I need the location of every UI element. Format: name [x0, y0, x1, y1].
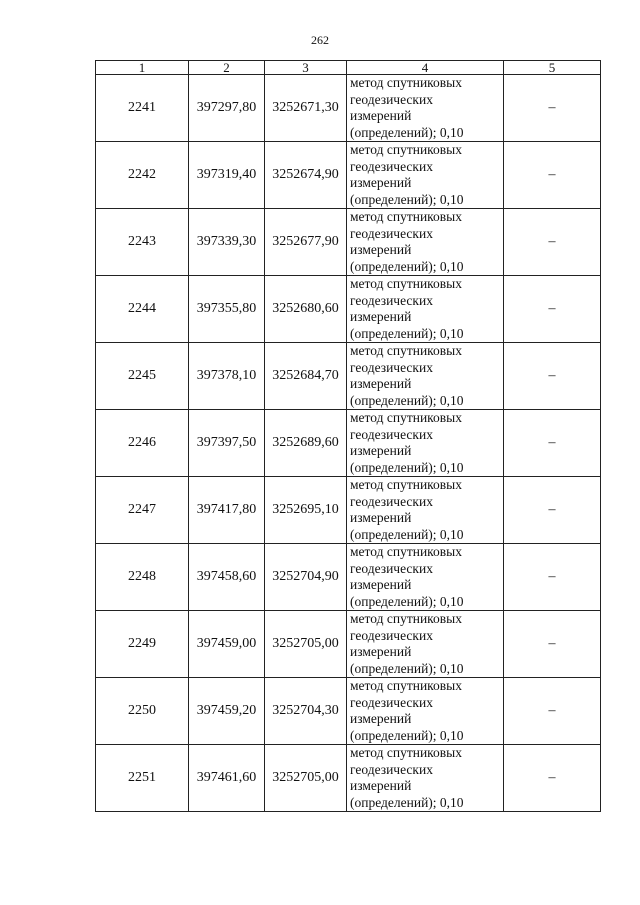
- method-text-line: геодезических: [350, 91, 433, 107]
- column-header-1: 1: [96, 61, 189, 75]
- point-number-cell: 2247: [96, 477, 189, 544]
- x-coordinate-cell: 397319,40: [189, 142, 265, 209]
- method-cell: [347, 477, 504, 544]
- method-text-line: измерений: [350, 711, 412, 726]
- method-text-line: измерений: [350, 376, 412, 391]
- method-text-line: геодезических: [350, 560, 433, 576]
- x-coordinate-cell: 397378,10: [189, 343, 265, 410]
- method-cell: [347, 209, 504, 276]
- table-body: [96, 75, 601, 812]
- x-coordinate-cell: 397459,20: [189, 678, 265, 745]
- method-cell: [347, 544, 504, 611]
- note-cell: –: [504, 75, 601, 142]
- table-row: [96, 209, 601, 276]
- column-header-2: 2: [189, 61, 265, 75]
- y-coordinate-cell: 3252695,10: [265, 477, 347, 544]
- y-coordinate-cell: 3252674,90: [265, 142, 347, 209]
- method-text-line: геодезических: [350, 493, 433, 509]
- table-row: [96, 343, 601, 410]
- method-text-line: измерений: [350, 175, 412, 190]
- point-number-cell: 2250: [96, 678, 189, 745]
- method-cell: [347, 678, 504, 745]
- method-text-line: (определений); 0,10: [350, 124, 464, 140]
- method-text-line: (определений); 0,10: [350, 727, 464, 743]
- point-number-cell: 2244: [96, 276, 189, 343]
- point-number-cell: 2251: [96, 745, 189, 812]
- table-row: [96, 410, 601, 477]
- table-header-row: [96, 61, 601, 75]
- method-text-line: (определений); 0,10: [350, 794, 464, 810]
- method-text-line: метод спутниковых: [350, 611, 462, 626]
- point-number-cell: 2243: [96, 209, 189, 276]
- x-coordinate-cell: 397461,60: [189, 745, 265, 812]
- method-text-line: геодезических: [350, 694, 433, 710]
- coordinates-table: [95, 60, 601, 812]
- x-coordinate-cell: 397459,00: [189, 611, 265, 678]
- note-cell: –: [504, 209, 601, 276]
- method-text-line: (определений); 0,10: [350, 593, 464, 609]
- method-text-line: геодезических: [350, 761, 433, 777]
- table-row: [96, 75, 601, 142]
- note-cell: –: [504, 410, 601, 477]
- method-cell: [347, 142, 504, 209]
- method-text-line: геодезических: [350, 359, 433, 375]
- note-cell: –: [504, 343, 601, 410]
- method-text-line: метод спутниковых: [350, 477, 462, 492]
- method-text-line: измерений: [350, 108, 412, 123]
- x-coordinate-cell: 397397,50: [189, 410, 265, 477]
- method-text-line: измерений: [350, 309, 412, 324]
- column-header-3: 3: [265, 61, 347, 75]
- column-header-5: 5: [504, 61, 601, 75]
- y-coordinate-cell: 3252684,70: [265, 343, 347, 410]
- method-text-line: (определений); 0,10: [350, 392, 464, 408]
- method-text-line: геодезических: [350, 627, 433, 643]
- method-text-line: (определений); 0,10: [350, 660, 464, 676]
- y-coordinate-cell: 3252689,60: [265, 410, 347, 477]
- method-text-line: (определений); 0,10: [350, 191, 464, 207]
- method-text-line: метод спутниковых: [350, 276, 462, 291]
- method-text-line: метод спутниковых: [350, 343, 462, 358]
- x-coordinate-cell: 397355,80: [189, 276, 265, 343]
- method-text-line: геодезических: [350, 292, 433, 308]
- method-text-line: измерений: [350, 644, 412, 659]
- y-coordinate-cell: 3252705,00: [265, 745, 347, 812]
- page-number: 262: [311, 33, 329, 47]
- y-coordinate-cell: 3252677,90: [265, 209, 347, 276]
- y-coordinate-cell: 3252671,30: [265, 75, 347, 142]
- point-number-cell: 2242: [96, 142, 189, 209]
- method-cell: [347, 75, 504, 142]
- point-number-cell: 2246: [96, 410, 189, 477]
- x-coordinate-cell: 397458,60: [189, 544, 265, 611]
- method-text-line: метод спутниковых: [350, 209, 462, 224]
- method-cell: [347, 611, 504, 678]
- method-cell: [347, 745, 504, 812]
- method-cell: [347, 343, 504, 410]
- table-row: [96, 477, 601, 544]
- point-number-cell: 2245: [96, 343, 189, 410]
- method-text-line: измерений: [350, 577, 412, 592]
- table-row: [96, 745, 601, 812]
- note-cell: –: [504, 142, 601, 209]
- method-cell: [347, 410, 504, 477]
- note-cell: –: [504, 477, 601, 544]
- y-coordinate-cell: 3252705,00: [265, 611, 347, 678]
- method-text-line: геодезических: [350, 158, 433, 174]
- method-text-line: метод спутниковых: [350, 75, 462, 90]
- table-row: [96, 544, 601, 611]
- table-row: [96, 611, 601, 678]
- table-row: [96, 142, 601, 209]
- method-text-line: измерений: [350, 778, 412, 793]
- method-text-line: метод спутниковых: [350, 678, 462, 693]
- note-cell: –: [504, 544, 601, 611]
- method-text-line: измерений: [350, 510, 412, 525]
- point-number-cell: 2249: [96, 611, 189, 678]
- point-number-cell: 2241: [96, 75, 189, 142]
- table-row: [96, 276, 601, 343]
- column-header-4: 4: [347, 61, 504, 75]
- point-number-cell: 2248: [96, 544, 189, 611]
- method-text-line: метод спутниковых: [350, 142, 462, 157]
- note-cell: –: [504, 276, 601, 343]
- method-text-line: метод спутниковых: [350, 745, 462, 760]
- note-cell: –: [504, 611, 601, 678]
- method-text-line: (определений); 0,10: [350, 459, 464, 475]
- method-text-line: метод спутниковых: [350, 544, 462, 559]
- x-coordinate-cell: 397339,30: [189, 209, 265, 276]
- note-cell: –: [504, 745, 601, 812]
- method-text-line: (определений); 0,10: [350, 325, 464, 341]
- y-coordinate-cell: 3252680,60: [265, 276, 347, 343]
- y-coordinate-cell: 3252704,90: [265, 544, 347, 611]
- note-cell: –: [504, 678, 601, 745]
- method-text-line: (определений); 0,10: [350, 526, 464, 542]
- table-row: [96, 678, 601, 745]
- x-coordinate-cell: 397297,80: [189, 75, 265, 142]
- method-text-line: измерений: [350, 242, 412, 257]
- method-text-line: геодезических: [350, 426, 433, 442]
- method-text-line: метод спутниковых: [350, 410, 462, 425]
- x-coordinate-cell: 397417,80: [189, 477, 265, 544]
- method-text-line: измерений: [350, 443, 412, 458]
- method-text-line: геодезических: [350, 225, 433, 241]
- y-coordinate-cell: 3252704,30: [265, 678, 347, 745]
- method-cell: [347, 276, 504, 343]
- method-text-line: (определений); 0,10: [350, 258, 464, 274]
